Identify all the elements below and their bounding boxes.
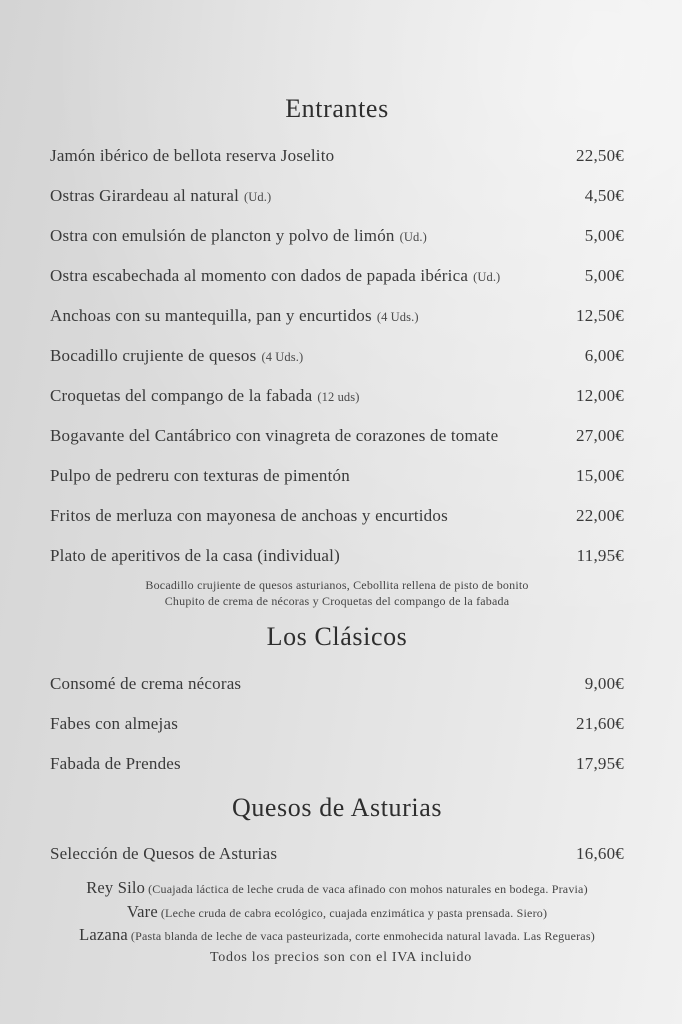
- cheese-description: (Pasta blanda de leche de vaca pasteurizada, corte enmohecida natural lavada. Las Regueras): [130, 929, 595, 943]
- section-title-entrantes: Entrantes: [285, 94, 389, 123]
- item-price: 9,00€: [584, 674, 624, 693]
- cheese-line: [50, 901, 624, 925]
- menu-item-row: [50, 265, 624, 288]
- cheese-line: [50, 877, 624, 901]
- item-unit-note: (4 Uds.): [376, 310, 419, 324]
- item-name: Ostra con emulsión de plancton y polvo de limón: [50, 226, 395, 245]
- item-name: Bogavante del Cantábrico con vinagreta de corazones de tomate: [50, 426, 499, 445]
- cheese-line: [50, 924, 624, 948]
- cheese-name: Vare: [126, 901, 158, 921]
- item-name: Croquetas del compango de la fabada: [50, 386, 313, 405]
- item-price: 12,50€: [576, 306, 624, 325]
- cheese-description: (Leche cruda de cabra ecológico, cuajada enzimática y pasta prensada. Siero): [160, 905, 548, 920]
- item-price: 6,00€: [584, 346, 624, 365]
- item-unit-note: (Ud.): [244, 190, 272, 204]
- item-price: 4,50€: [584, 186, 624, 205]
- menu-item-row: [50, 505, 624, 528]
- item-name: Consomé de crema nécoras: [50, 674, 242, 693]
- vat-included-note: Todos los precios son con el IVA incluido: [210, 950, 472, 965]
- menu-item-row: [50, 385, 624, 408]
- section-title-clasicos: Los Clásicos: [266, 622, 408, 651]
- menu-item-row: [50, 145, 624, 168]
- menu-item-row: [50, 545, 624, 568]
- menu-item-row: [50, 713, 624, 736]
- menu-item-row: [50, 225, 624, 248]
- item-name: Bocadillo crujiente de quesos: [50, 346, 257, 365]
- item-price: 22,00€: [576, 506, 624, 525]
- menu-item-row: [50, 673, 624, 696]
- item-price: 22,50€: [576, 146, 624, 165]
- item-price: 27,00€: [576, 426, 624, 445]
- item-unit-note: (Ud.): [473, 270, 501, 284]
- cheese-description: (Cuajada láctica de leche cruda de vaca afinado con mohos naturales en bodega. Pravia): [148, 882, 588, 896]
- item-unit-note: (12 uds): [317, 390, 360, 404]
- tasting-plate-description-line1: Bocadillo crujiente de quesos asturianos, Cebollita rellena de pisto de bonito: [145, 578, 529, 592]
- menu-item-row: [50, 305, 624, 328]
- item-name: Selección de Quesos de Asturias: [50, 844, 278, 863]
- menu-item-row: [50, 753, 624, 776]
- item-name: Fritos de merluza con mayonesa de anchoas y encurtidos: [50, 506, 448, 525]
- section-title-quesos: Quesos de Asturias: [231, 793, 443, 822]
- tasting-plate-description: [50, 577, 624, 609]
- tasting-plate-description-line2: Chupito de crema de nécoras y Croquetas del compango de la fabada: [164, 594, 510, 608]
- item-name: Ostras Girardeau al natural: [50, 186, 240, 205]
- menu-item-row: [50, 185, 624, 208]
- item-price: 16,60€: [576, 844, 624, 863]
- item-unit-note: (4 Uds.): [261, 350, 304, 364]
- item-price: 17,95€: [576, 754, 624, 773]
- item-unit-note: (Ud.): [399, 230, 427, 244]
- item-price: 11,95€: [576, 546, 624, 565]
- item-name: Jamón ibérico de bellota reserva Joselito: [50, 146, 335, 165]
- item-name: Ostra escabechada al momento con dados de papada ibérica: [50, 266, 469, 285]
- item-price: 5,00€: [584, 226, 624, 245]
- cheese-name: Lazana: [79, 925, 128, 944]
- item-name: Fabada de Prendes: [50, 754, 181, 773]
- item-price: 21,60€: [576, 714, 624, 733]
- item-name: Fabes con almejas: [50, 714, 179, 733]
- item-name: Plato de aperitivos de la casa (individual): [50, 546, 340, 565]
- item-price: 12,00€: [576, 386, 624, 405]
- item-name: Pulpo de pedreru con texturas de pimentón: [50, 466, 350, 485]
- cheese-selection-list: [50, 877, 624, 948]
- item-price: 15,00€: [576, 466, 624, 485]
- cheese-name: Rey Silo: [86, 878, 146, 897]
- item-name: Anchoas con su mantequilla, pan y encurtidos: [50, 306, 372, 325]
- menu-item-row: [50, 345, 624, 368]
- menu-item-row: [50, 843, 624, 866]
- menu-item-row: [50, 425, 624, 448]
- item-price: 5,00€: [584, 266, 624, 285]
- menu-item-row: [50, 465, 624, 488]
